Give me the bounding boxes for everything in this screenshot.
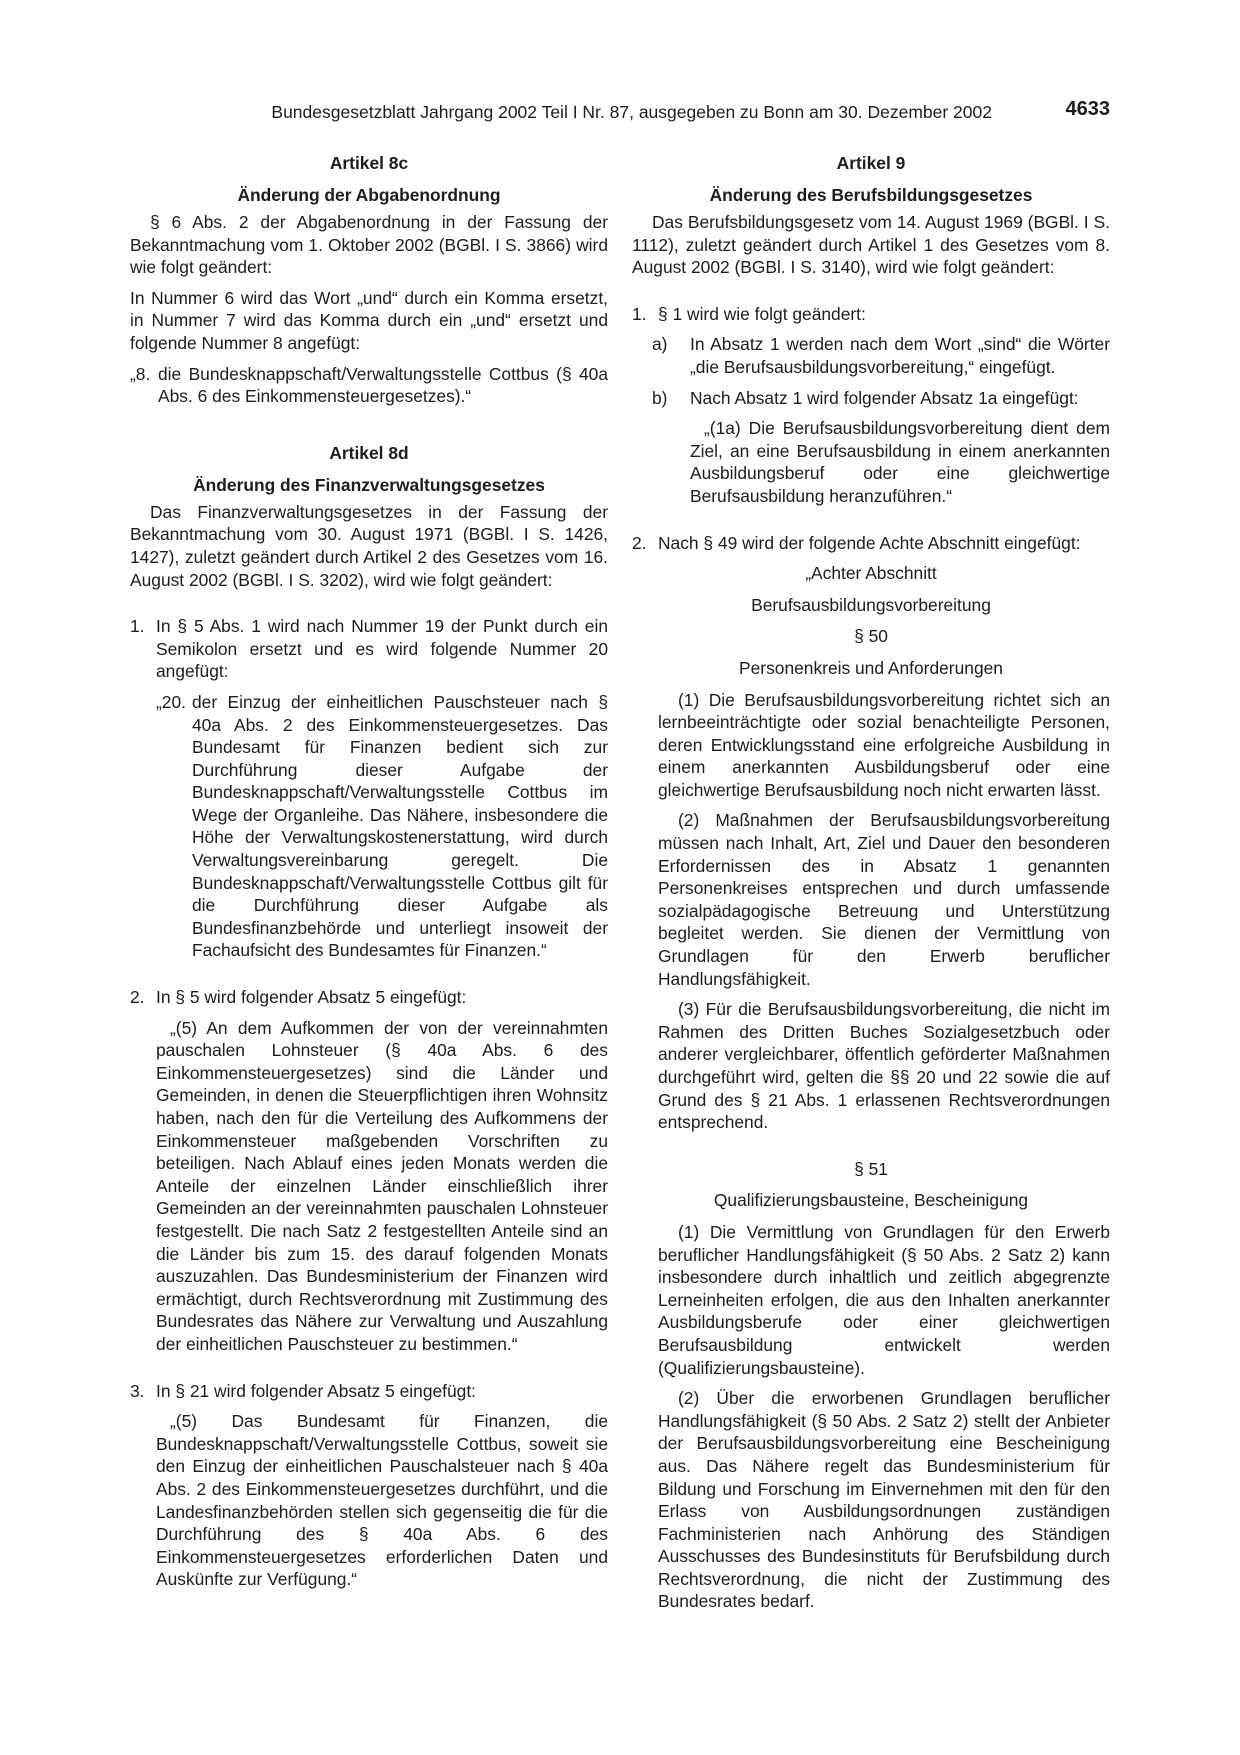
sub-list-item bbox=[632, 333, 1110, 378]
paragraph-text: (2) Über die erworbenen Grundlagen beruflicher Handlungsfähigkeit (§ 50 Abs. 2 Satz 2) stellt der Anbieter der Berufsausbildungsvorbereitung eine Bescheinigung aus. Das Nähere regelt das Bundesministerium für Bildung und Forschung im Einvernehmen mit den für den Erlass von Ausbildungsordnungen zuständigen Fachministerien nach Anhörung des Ständigen Ausschusses des Bundesinstituts für Berufsbildung durch Rechtsverordnung, die nicht der Zustimmung des Bundesrates bedarf. bbox=[658, 1388, 1110, 1612]
article-heading: Änderung des Berufsbildungsgesetzes bbox=[709, 185, 1033, 205]
paragraph-title: Qualifizierungsbausteine, Bescheinigung bbox=[713, 1190, 1029, 1211]
item-label: a) bbox=[652, 334, 668, 355]
list-item bbox=[632, 532, 1110, 555]
quoted-paragraph: „(5) An dem Aufkommen der von der vereinnahmten pauschalen Lohnsteuer (§ 40a Abs. 6 des Einkommensteuergesetzes) sind die Länder und Gemeinden, in denen die Steuerpflichtigen ihren Wohnsitz haben, nach den für die Verteilung des Aufkommens der Einkommensteuer maßgebenden Vorschriften zu beteiligen. Nach Ablauf eines jeden Monats werden die Anteile der einzelnen Länder einschließlich ihrer Gemeinden an der vereinnahmten pauschalen Lohnsteuer festgestellt. Die nach Satz 2 festgestellten Anteile sind an die Länder bis zum 15. des darauf folgenden Monats auszuzahlen. Das Bundesministerium der Finanzen wird ermächtigt, durch Rechtsverordnung mit Zustimmung des Bundesrates das Nähere zur Verwaltung und Auszahlung der einheitlichen Pauschsteuer zu bestimmen.“ bbox=[156, 1017, 608, 1354]
right-column bbox=[632, 152, 1110, 1621]
list-item bbox=[130, 986, 608, 1009]
item-text: Nach Absatz 1 wird folgender Absatz 1a eingefügt: bbox=[690, 387, 1079, 408]
paragraph-text: (3) Für die Berufsausbildungsvorbereitung, die nicht im Rahmen des Dritten Buches Sozialgesetzbuch oder anderer vergleichbarer, öffentlich geförderter Maßnahmen durchgeführt wird, gelten die §§ 20 und 22 sowie die auf Grund des § 21 Abs. 1 erlassenen Rechtsverordnungen entsprechend. bbox=[658, 999, 1110, 1133]
quoted-paragraph: „(5) Das Bundesamt für Finanzen, die Bundesknappschaft/Verwaltungsstelle Cottbus, soweit sie den Einzug der einheitlichen Pauschalsteuer nach § 40a Abs. 2 des Einkommensteuergesetzes durchführt, und die Landesfinanzbehörden stellen sich gegenseitig die für die Durchführung des § 40a Abs. 6 des Einkommensteuergesetzes erforderlichen Daten und Auskünfte zur Verfügung.“ bbox=[156, 1411, 608, 1590]
article-9 bbox=[632, 152, 1110, 1613]
item-label: b) bbox=[652, 387, 668, 408]
article-title: Artikel 8c bbox=[329, 153, 409, 173]
item-text: Nach § 49 wird der folgende Achte Abschnitt eingefügt: bbox=[658, 532, 1081, 553]
sub-list-item bbox=[632, 387, 1110, 410]
paragraph-number: § 50 bbox=[854, 626, 888, 647]
quoted-item bbox=[130, 363, 608, 408]
section-heading: „Achter Abschnitt bbox=[805, 563, 937, 584]
quoted-paragraph: „(1a) Die Berufsausbildungsvorbereitung dient dem Ziel, an eine Berufsausbildung in einem anerkannten Ausbildungsberuf oder eine gleichwertige Berufsausbildung heranzuführen.“ bbox=[690, 418, 1110, 506]
page-number: 4633 bbox=[1065, 98, 1110, 120]
item-text: In § 5 Abs. 1 wird nach Nummer 19 der Punkt durch ein Semikolon ersetzt und es wird folgende Nummer 20 angefügt: bbox=[156, 616, 608, 682]
paragraph-number: § 51 bbox=[854, 1158, 888, 1179]
article-heading: Änderung des Finanzverwaltungsgesetzes bbox=[193, 474, 545, 495]
paragraph-text: (1) Die Berufsausbildungsvorbereitung richtet sich an lernbeeinträchtigte oder sozial benachteiligte Personen, deren Entwicklungsstand eine erfolgreiche Ausbildung in einem anerkannten Ausbildungsberuf oder eine gleichwertige Berufsausbildung noch nicht erwarten lässt. bbox=[658, 689, 1110, 800]
article-title: Artikel 9 bbox=[836, 153, 906, 173]
item-text: die Bundesknappschaft/Verwaltungsstelle Cottbus (§ 40a Abs. 6 des Einkommensteuergesetzes).“ bbox=[158, 363, 608, 407]
article-heading: Änderung der Abgabenordnung bbox=[237, 185, 501, 205]
running-title: Bundesgesetzblatt Jahrgang 2002 Teil I Nr. 87, ausgegeben zu Bonn am 30. Dezember 2002 bbox=[271, 102, 992, 122]
article-intro: § 6 Abs. 2 der Abgabenordnung in der Fassung der Bekanntmachung vom 1. Oktober 2002 (BGBl. I S. 3866) wird wie folgt geändert: bbox=[130, 212, 608, 278]
item-label: „8. bbox=[130, 363, 151, 384]
left-column bbox=[130, 152, 608, 1599]
item-text: In § 21 wird folgender Absatz 5 eingefügt: bbox=[156, 1380, 477, 1401]
item-label: 2. bbox=[130, 987, 145, 1008]
paragraph-text: (2) Maßnahmen der Berufsausbildungsvorbereitung müssen nach Inhalt, Art, Ziel und Dauer den besonderen Erfordernissen des in Absatz 1 genannten Personenkreises entsprechen und durch umfassende sozialpädagogische Betreuung und Unterstützung begleitet werden. Sie dienen der Vermittlung von Grundlagen für den Erwerb beruflicher Handlungsfähigkeit. bbox=[658, 810, 1110, 989]
item-label: 1. bbox=[130, 616, 145, 637]
item-label: 3. bbox=[130, 1380, 145, 1401]
item-text: der Einzug der einheitlichen Pauschsteuer nach § 40a Abs. 2 des Einkommensteuergesetzes. Das Bundesamt für Finanzen bedient sich zur Durchführung dieser Aufgabe der Bundesknappschaft/Verwaltungsstelle Cottbus im Wege der Organleihe. Das Nähere, insbesondere die Höhe der Verwaltungskostenerstattung, wird durch Verwaltungsvereinbarung geregelt. Die Bundesknappschaft/Verwaltungsstelle Cottbus gilt für die Durchführung dieser Aufgabe als Bundesfinanzbehörde und unterliegt insoweit der Fachaufsicht des Bundesamtes für Finanzen.“ bbox=[192, 691, 608, 961]
item-text: In § 5 wird folgender Absatz 5 eingefügt: bbox=[156, 987, 467, 1008]
article-title: Artikel 8d bbox=[329, 442, 409, 463]
page-header bbox=[135, 98, 1110, 126]
item-label: 1. bbox=[632, 303, 647, 324]
article-intro: Das Berufsbildungsgesetz vom 14. August 1969 (BGBl. I S. 1112), zuletzt geändert durch Artikel 1 des Gesetzes vom 8. August 2002 (BGBl. I S. 3140), wird wie folgt geändert: bbox=[632, 212, 1110, 278]
list-item bbox=[130, 1380, 608, 1403]
paragraph-text: (1) Die Vermittlung von Grundlagen für den Erwerb beruflicher Handlungsfähigkeit (§ 50 Abs. 2 Satz 2) kann insbesondere durch inhaltlich und zeitlich abgegrenzte Lerneinheiten erfolgen, die aus den Inhalten anerkannter Ausbildungsberufe oder einer gleichwertigen Berufsausbildung entwickelt werden (Qualifizierungsbausteine). bbox=[658, 1221, 1110, 1378]
paragraph-title: Personenkreis und Anforderungen bbox=[739, 657, 1003, 678]
section-title: Berufsausbildungsvorbereitung bbox=[751, 594, 991, 615]
item-text: In Absatz 1 werden nach dem Wort „sind“ die Wörter „die Berufsausbildungsvorbereitung,“ eingefügt. bbox=[690, 334, 1110, 377]
article-8c bbox=[130, 152, 608, 408]
amendment-text: In Nummer 6 wird das Wort „und“ durch ein Komma ersetzt, in Nummer 7 wird das Komma durch ein „und“ ersetzt und folgende Nummer 8 angefügt: bbox=[130, 287, 608, 353]
list-item bbox=[130, 615, 608, 683]
item-label: 2. bbox=[632, 532, 647, 553]
article-8d bbox=[130, 442, 608, 1591]
article-intro: Das Finanzverwaltungsgesetzes in der Fassung der Bekanntmachung vom 30. August 1971 (BGBl. I S. 1426, 1427), zuletzt geändert durch Artikel 2 des Gesetzes vom 16. August 2002 (BGBl. I S. 3202), wird wie folgt geändert: bbox=[130, 501, 608, 590]
item-text: § 1 wird wie folgt geändert: bbox=[658, 303, 866, 324]
quoted-item bbox=[130, 691, 608, 962]
item-label: „20. bbox=[156, 691, 186, 712]
list-item bbox=[632, 303, 1110, 326]
